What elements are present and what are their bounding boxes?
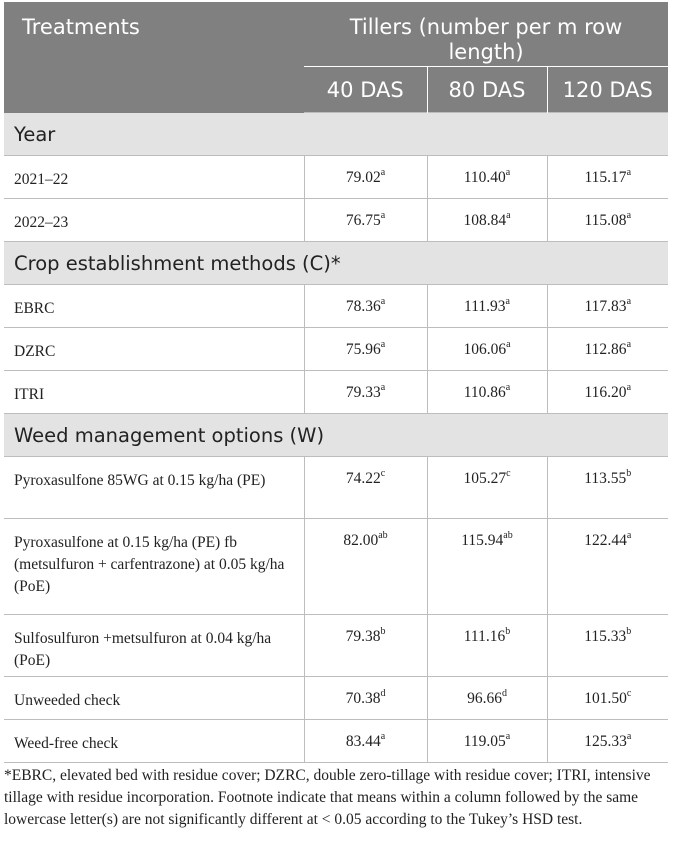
header-col-40das: 40 DAS — [304, 67, 427, 113]
value-cell — [427, 328, 547, 371]
section-header-row — [4, 414, 668, 457]
cell-value: 78.36 — [345, 298, 381, 315]
value-cell — [427, 519, 547, 615]
value-cell — [304, 371, 427, 414]
cell-value: 115.17 — [584, 169, 627, 186]
cell-value: 111.93 — [464, 298, 506, 315]
value-cell — [547, 371, 668, 414]
row-label: Pyroxasulfone at 0.15 kg/ha (PE) fb (metsulfuron + carfentrazone) at 0.05 kg/ha (PoE) — [4, 519, 304, 615]
significance-letter: ab — [378, 529, 388, 541]
section-title: Weed management options (W) — [4, 414, 668, 457]
value-cell — [427, 720, 547, 763]
value-cell — [427, 199, 547, 242]
cell-value: 112.86 — [584, 341, 627, 358]
value-cell — [304, 615, 427, 677]
value-cell — [427, 615, 547, 677]
header-col-120das: 120 DAS — [547, 67, 668, 113]
value-cell — [547, 285, 668, 328]
row-label: Sulfosulfuron +metsulfuron at 0.04 kg/ha (PoE) — [4, 615, 304, 677]
significance-letter: a — [380, 209, 386, 221]
cell-value: 74.22 — [345, 470, 381, 487]
value-cell — [304, 156, 427, 199]
significance-letter: a — [380, 295, 386, 307]
table-row — [4, 457, 668, 519]
significance-letter: b — [380, 625, 386, 637]
row-label: 2022–23 — [4, 199, 304, 242]
significance-letter: a — [626, 209, 632, 221]
value-cell — [547, 457, 668, 519]
header-treatments: Treatments — [4, 2, 304, 113]
value-cell — [304, 677, 427, 720]
cell-value: 82.00 — [343, 532, 379, 549]
table-row — [4, 615, 668, 677]
value-cell — [427, 371, 547, 414]
cell-value: 105.27 — [463, 470, 507, 487]
value-cell — [427, 457, 547, 519]
section-header-row — [4, 113, 668, 156]
table-body — [4, 113, 668, 763]
table-row — [4, 720, 668, 763]
table-row — [4, 156, 668, 199]
cell-value: 79.38 — [345, 628, 381, 645]
row-label: EBRC — [4, 285, 304, 328]
significance-letter: a — [380, 730, 386, 742]
value-cell — [547, 519, 668, 615]
cell-value: 106.06 — [463, 341, 507, 358]
value-cell — [304, 328, 427, 371]
value-cell — [547, 328, 668, 371]
table-footnote: *EBRC, elevated bed with residue cover; DZRC, double zero-tillage with residue cover; ITRI, intensive tillage with residue incorporation. Footnote indicate that means within a column followed by the same lowercase letter(s) are not significantly different at < 0.05 according to the Tukey’s HSD test. — [4, 767, 651, 828]
significance-letter: d — [501, 687, 507, 699]
cell-value: 115.33 — [584, 628, 627, 645]
cell-value: 125.33 — [584, 733, 627, 750]
cell-value: 75.96 — [345, 341, 381, 358]
section-header-row — [4, 242, 668, 285]
cell-value: 111.16 — [463, 628, 506, 645]
significance-letter: b — [626, 625, 632, 637]
value-cell — [547, 615, 668, 677]
significance-letter: a — [626, 338, 632, 350]
header-tillers: Tillers (number per m row length) — [304, 2, 668, 67]
significance-letter: c — [506, 467, 511, 479]
cell-value: 70.38 — [345, 690, 381, 707]
table-row — [4, 328, 668, 371]
row-label: Weed-free check — [4, 720, 304, 763]
significance-letter: a — [505, 295, 510, 307]
significance-letter: a — [626, 730, 632, 742]
significance-letter: a — [506, 209, 511, 221]
value-cell — [304, 457, 427, 519]
significance-letter: a — [626, 381, 632, 393]
cell-value: 110.40 — [463, 169, 506, 186]
significance-letter: a — [505, 730, 511, 742]
cell-value: 79.33 — [345, 384, 381, 401]
cell-value: 83.44 — [345, 733, 381, 750]
value-cell — [547, 199, 668, 242]
row-label: ITRI — [4, 371, 304, 414]
cell-value: 76.75 — [345, 212, 381, 229]
significance-letter: a — [626, 166, 632, 178]
value-cell — [304, 199, 427, 242]
tillers-table — [4, 2, 668, 763]
significance-letter: a — [626, 529, 632, 541]
cell-value: 119.05 — [463, 733, 506, 750]
cell-value: 79.02 — [345, 169, 381, 186]
value-cell — [547, 156, 668, 199]
row-label: DZRC — [4, 328, 304, 371]
significance-letter: c — [380, 467, 386, 479]
value-cell — [427, 285, 547, 328]
significance-letter: b — [626, 467, 632, 479]
value-cell — [427, 677, 547, 720]
significance-letter: d — [380, 687, 386, 699]
row-label: 2021–22 — [4, 156, 304, 199]
section-title: Crop establishment methods (C)* — [4, 242, 668, 285]
significance-letter: b — [505, 625, 511, 637]
table-row — [4, 519, 668, 615]
section-title: Year — [4, 113, 668, 156]
value-cell — [547, 720, 668, 763]
table-row — [4, 371, 668, 414]
cell-value: 116.20 — [584, 384, 627, 401]
row-label: Unweeded check — [4, 677, 304, 720]
significance-letter: ab — [503, 529, 513, 541]
value-cell — [304, 285, 427, 328]
significance-letter: a — [505, 381, 511, 393]
cell-value: 115.94 — [461, 532, 504, 549]
row-label: Pyroxasulfone 85WG at 0.15 kg/ha (PE) — [4, 457, 304, 519]
cell-value: 110.86 — [463, 384, 506, 401]
value-cell — [304, 720, 427, 763]
cell-value: 122.44 — [584, 532, 627, 549]
results-table-container — [4, 2, 668, 763]
value-cell — [304, 519, 427, 615]
cell-value: 117.83 — [584, 298, 627, 315]
cell-value: 113.55 — [584, 470, 627, 487]
significance-letter: a — [505, 166, 511, 178]
table-row — [4, 199, 668, 242]
significance-letter: a — [506, 338, 511, 350]
cell-value: 115.08 — [584, 212, 627, 229]
cell-value: 101.50 — [584, 690, 627, 707]
value-cell — [427, 156, 547, 199]
cell-value: 108.84 — [463, 212, 507, 229]
table-row — [4, 677, 668, 720]
significance-letter: c — [626, 687, 632, 699]
significance-letter: a — [380, 381, 386, 393]
cell-value: 96.66 — [467, 690, 502, 707]
significance-letter: a — [380, 338, 386, 350]
significance-letter: a — [626, 295, 632, 307]
significance-letter: a — [380, 166, 386, 178]
value-cell — [547, 677, 668, 720]
header-col-80das: 80 DAS — [427, 67, 547, 113]
table-row — [4, 285, 668, 328]
